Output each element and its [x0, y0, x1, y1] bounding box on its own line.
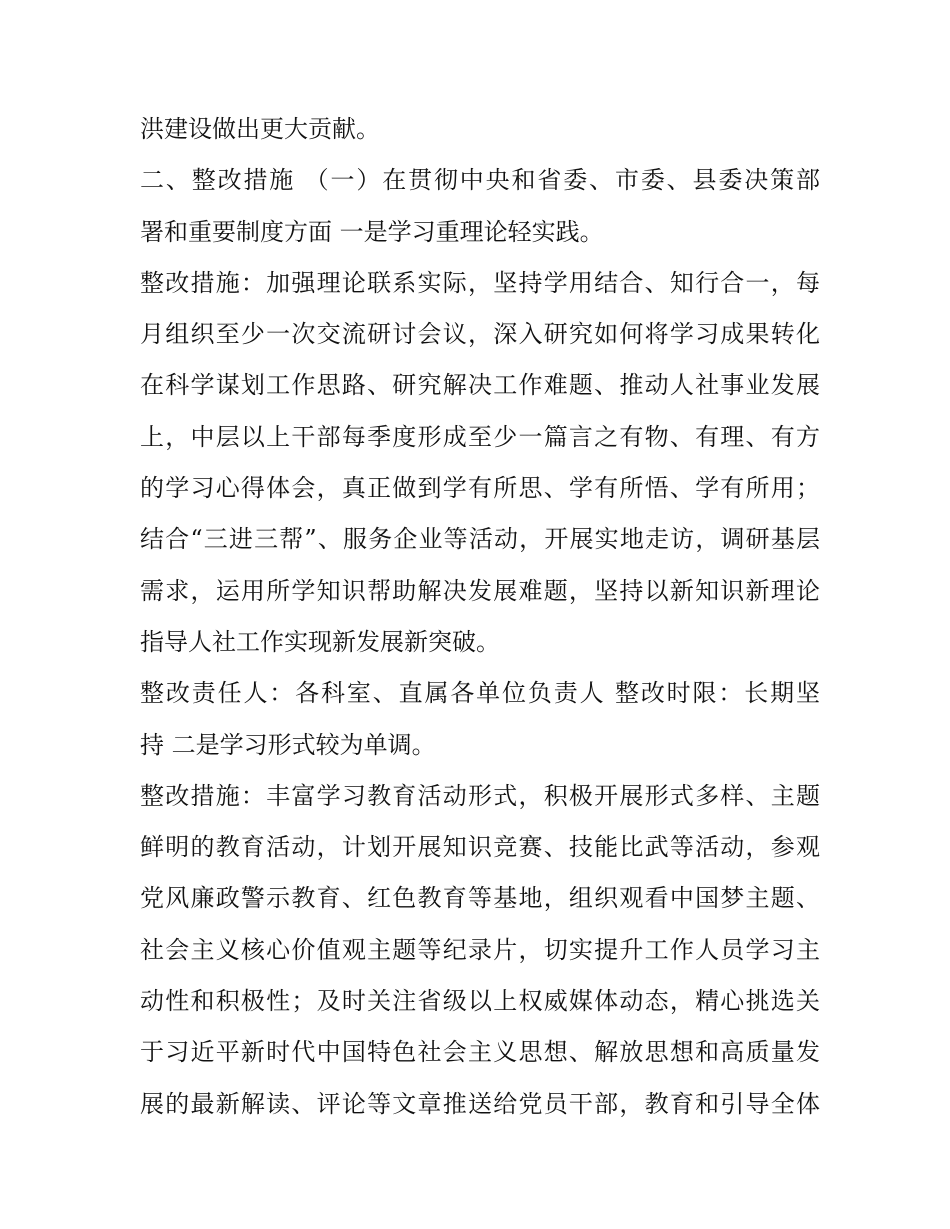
- text-line: 月组织至少一次交流研讨会议，深入研究如何将学习成果转化: [140, 320, 820, 349]
- text-line: 鲜明的教育活动，计划开展知识竞赛、技能比武等活动，参观: [140, 833, 820, 862]
- text-line: 署和重要制度方面 一是学习重理论轻实践。: [140, 217, 604, 246]
- text-line: 结合“三进三帮”、服务企业等活动，开展实地走访，调研基层: [140, 525, 820, 554]
- text-line: 洪建设做出更大贡献。: [140, 115, 380, 143]
- text-line: 于习近平新时代中国特色社会主义思想、解放思想和高质量发: [140, 1038, 820, 1067]
- text-line: 社会主义核心价值观主题等纪录片，切实提升工作人员学习主: [140, 935, 820, 964]
- text-line: 需求，运用所学知识帮助解决发展难题，坚持以新知识新理论: [140, 576, 820, 605]
- document-body: [140, 104, 820, 1130]
- text-line: 二、整改措施 （一）在贯彻中央和省委、市委、县委决策部: [140, 166, 820, 195]
- text-line: 持 二是学习形式较为单调。: [140, 730, 436, 759]
- text-line: 动性和积极性；及时关注省级以上权威媒体动态，精心挑选关: [140, 987, 820, 1016]
- text-line: 整改措施：加强理论联系实际，坚持学用结合、知行合一，每: [140, 268, 820, 297]
- text-line: 指导人社工作实现新发展新突破。: [140, 627, 500, 656]
- text-line: 党风廉政警示教育、红色教育等基地，组织观看中国梦主题、: [140, 884, 820, 913]
- text-line: 展的最新解读、评论等文章推送给党员干部，教育和引导全体: [140, 1089, 820, 1118]
- text-line: 上，中层以上干部每季度形成至少一篇言之有物、有理、有方: [140, 422, 820, 451]
- text-line: 在科学谋划工作思路、研究解决工作难题、推动人社事业发展: [140, 371, 820, 400]
- text-line: 整改措施：丰富学习教育活动形式，积极开展形式多样、主题: [140, 781, 820, 810]
- text-line: 整改责任人：各科室、直属各单位负责人 整改时限：长期坚: [140, 679, 820, 708]
- text-line: 的学习心得体会，真正做到学有所思、学有所悟、学有所用；: [140, 474, 820, 503]
